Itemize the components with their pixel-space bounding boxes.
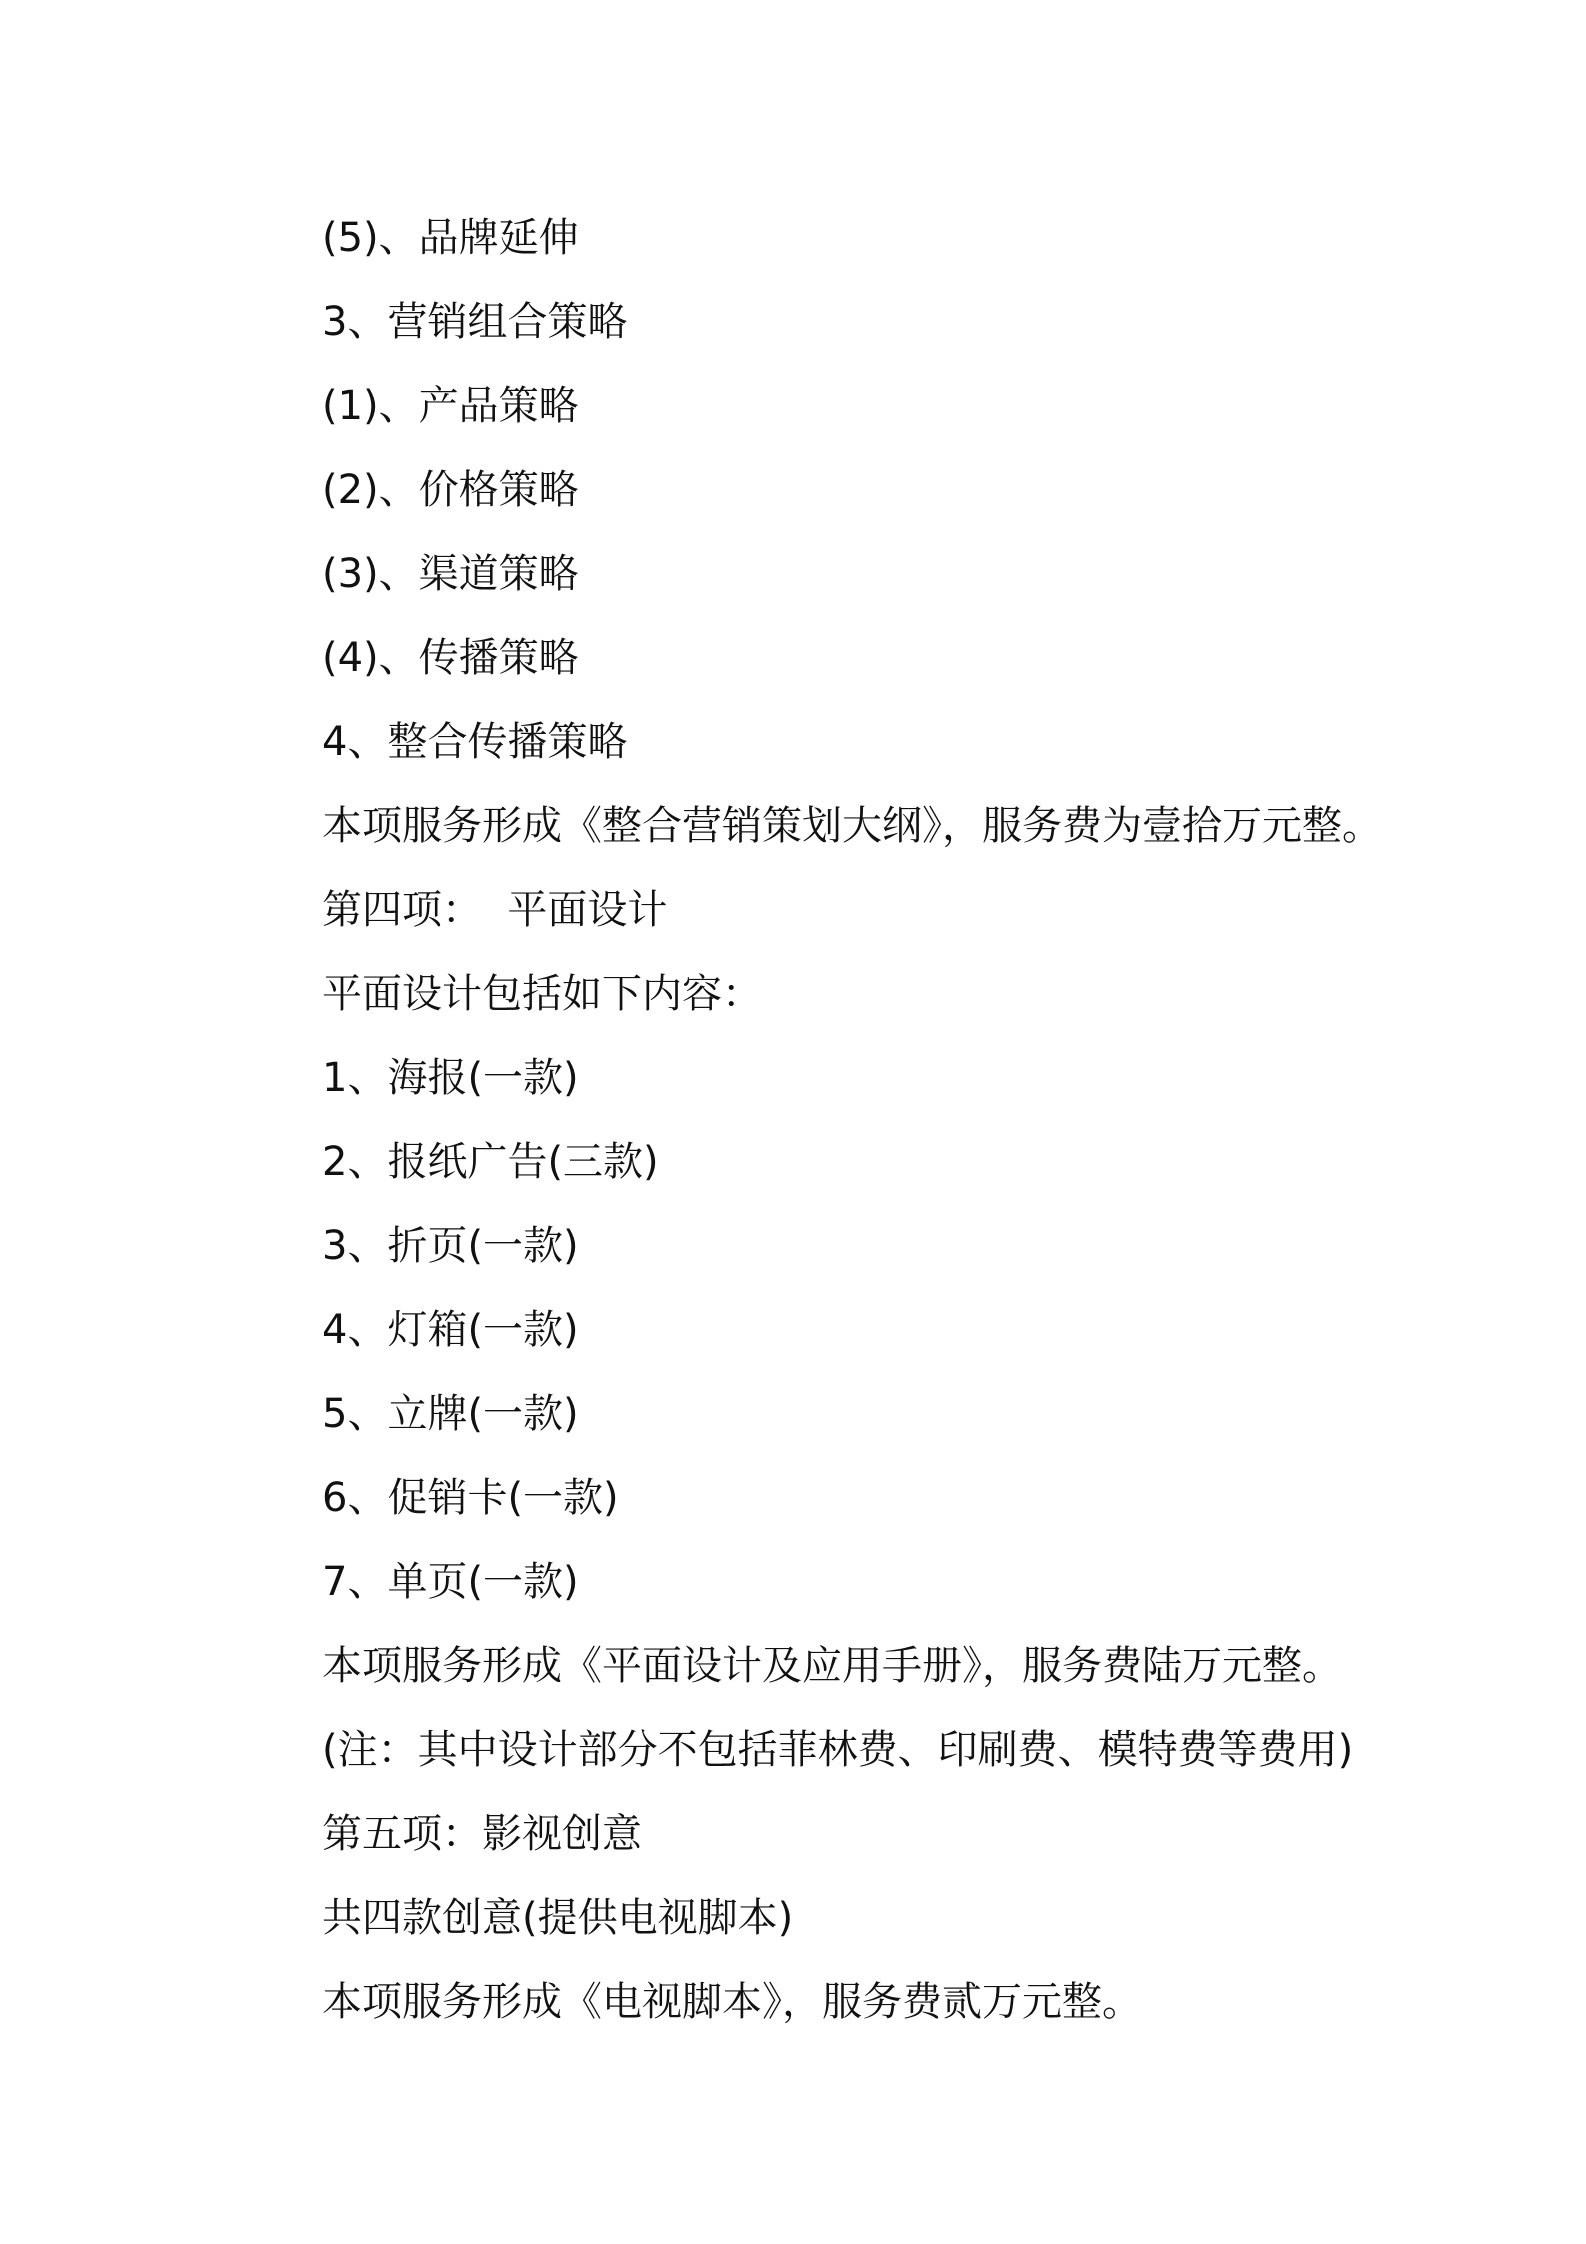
- service-fee-paragraph: 本项服务形成《平面设计及应用手册》，服务费陆万元整。: [322, 1643, 1342, 1689]
- list-item: 5、立牌(一款): [322, 1391, 579, 1437]
- section-heading-marketing-mix: 3、营销组合策略: [322, 299, 628, 345]
- outline-item-price-strategy: (2)、价格策略: [322, 467, 579, 513]
- outline-item-product-strategy: (1)、产品策略: [322, 383, 579, 429]
- item-heading-graphic-design: 第四项： 平面设计: [322, 887, 668, 933]
- list-item: 4、灯箱(一款): [322, 1307, 579, 1353]
- item-heading-video-creative: 第五项：影视创意: [322, 1811, 642, 1857]
- note-paragraph: (注：其中设计部分不包括菲林费、印刷费、模特费等费用): [322, 1727, 1354, 1773]
- list-item: 3、折页(一款): [322, 1223, 579, 1269]
- video-creative-description: 共四款创意(提供电视脚本): [322, 1895, 794, 1941]
- outline-item-brand-extension: (5)、品牌延伸: [322, 215, 579, 261]
- document-body: [322, 196, 1502, 2044]
- list-item: 1、海报(一款): [322, 1055, 579, 1101]
- service-fee-paragraph: 本项服务形成《整合营销策划大纲》，服务费为壹拾万元整。: [322, 803, 1382, 849]
- graphic-design-intro: 平面设计包括如下内容：: [322, 971, 762, 1017]
- list-item: 7、单页(一款): [322, 1559, 579, 1605]
- outline-item-communication-strategy: (4)、传播策略: [322, 635, 579, 681]
- service-fee-paragraph: 本项服务形成《电视脚本》，服务费贰万元整。: [322, 1979, 1142, 2025]
- list-item: 2、报纸广告(三款): [322, 1139, 659, 1185]
- outline-item-channel-strategy: (3)、渠道策略: [322, 551, 579, 597]
- section-heading-integrated-communication: 4、整合传播策略: [322, 719, 628, 765]
- list-item: 6、促销卡(一款): [322, 1475, 619, 1521]
